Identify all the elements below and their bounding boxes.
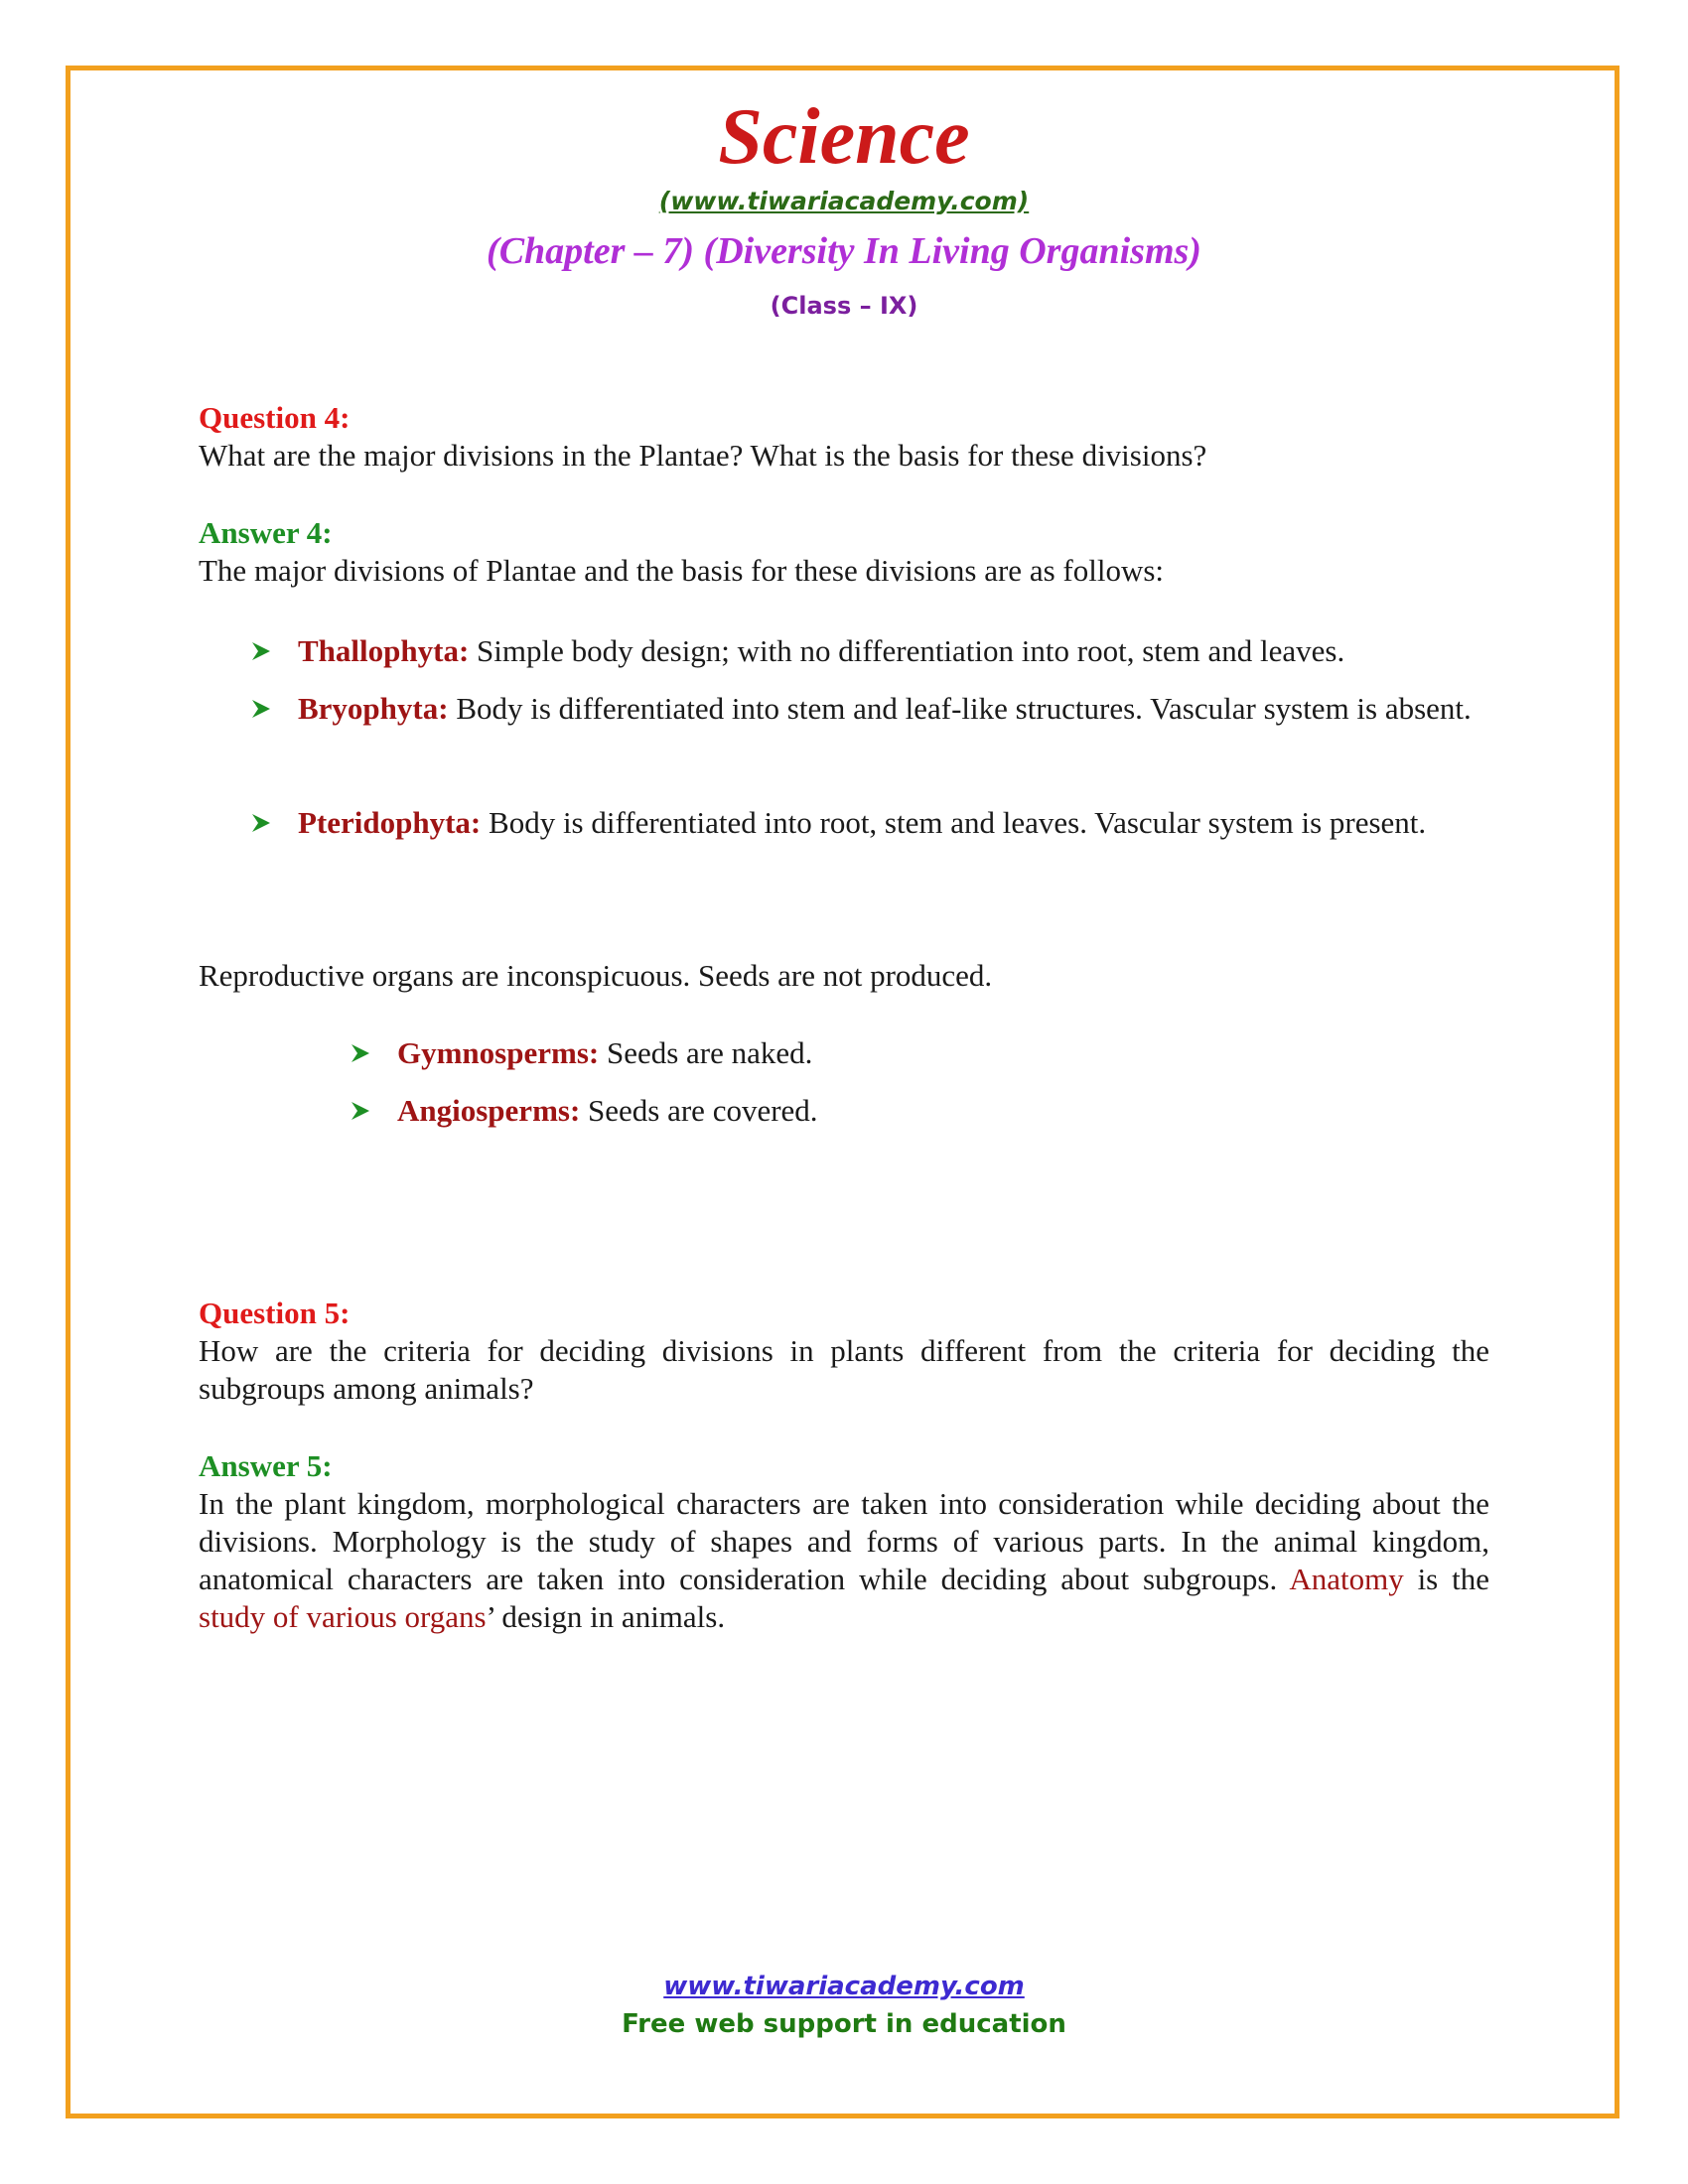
term-angiosperms: Angiosperms: (397, 1093, 581, 1128)
answer-5-text-part: In the plant kingdom, morphological characters are taken into consideration while deciding about the divisions. Morphology is the study of shapes and forms of various parts. In the animal kingdom, anatomical characters are taken into consideration while deciding about subgroups. (199, 1486, 1489, 1596)
answer-4-note: Reproductive organs are inconspicuous. Seeds are not produced. (199, 958, 993, 993)
answer-5-text-part: is the (1403, 1562, 1489, 1596)
highlight-study-of-organs: study of various organs (199, 1599, 487, 1634)
class-label: (Class – IX) (770, 292, 918, 320)
question-5-label: Question 5: (199, 1296, 351, 1330)
list-item-thallophyta (298, 622, 1489, 679)
term-gymnosperms: Gymnosperms: (397, 1035, 600, 1070)
answer-5-label: Answer 5: (199, 1448, 333, 1483)
item-text: Simple body design; with no differentiation into root, stem and leaves. (469, 633, 1345, 668)
arrowhead-bullet-icon (250, 698, 272, 720)
footer-site-link[interactable]: www.tiwariacademy.com (663, 1972, 1025, 2001)
item-text: Seeds are covered. (580, 1093, 818, 1128)
arrowhead-bullet-icon (350, 1042, 371, 1064)
list-item-gymnosperms (397, 1024, 1489, 1081)
question-4-label: Question 4: (199, 400, 351, 435)
term-bryophyta: Bryophyta: (298, 691, 449, 726)
arrowhead-bullet-icon (350, 1100, 371, 1122)
chapter-heading: (Chapter – 7) (Diversity In Living Organisms) (487, 230, 1201, 272)
item-text: Seeds are naked. (599, 1035, 813, 1070)
arrowhead-bullet-icon (250, 812, 272, 834)
list-item-bryophyta (298, 680, 1489, 737)
list-item-pteridophyta (298, 794, 1489, 851)
item-text: Body is differentiated into root, stem and leaves. Vascular system is present. (481, 805, 1427, 840)
answer-4-intro: The major divisions of Plantae and the basis for these divisions are as follows: (199, 553, 1165, 588)
page-title: Science (718, 93, 970, 181)
list-item-angiosperms (397, 1082, 1489, 1139)
answer-5-text (199, 1485, 1489, 1636)
answer-5-text-part: ’ design in animals. (486, 1599, 726, 1634)
footer-tagline: Free web support in education (622, 2009, 1066, 2039)
site-url-header[interactable] (0, 189, 1688, 213)
term-thallophyta: Thallophyta: (298, 633, 470, 668)
site-url-text[interactable]: (www.tiwariacademy.com) (658, 187, 1030, 215)
question-5-text: How are the criteria for deciding divisions in plants different from the criteria for deciding the subgroups among animals? (199, 1333, 1489, 1406)
highlight-anatomy: Anatomy (1289, 1562, 1404, 1596)
arrowhead-bullet-icon (250, 640, 272, 662)
term-pteridophyta: Pteridophyta: (298, 805, 482, 840)
question-4-text: What are the major divisions in the Plantae? What is the basis for these divisions? (199, 438, 1207, 473)
item-text: Body is differentiated into stem and leaf-like structures. Vascular system is absent. (448, 691, 1472, 726)
answer-4-label: Answer 4: (199, 515, 333, 550)
